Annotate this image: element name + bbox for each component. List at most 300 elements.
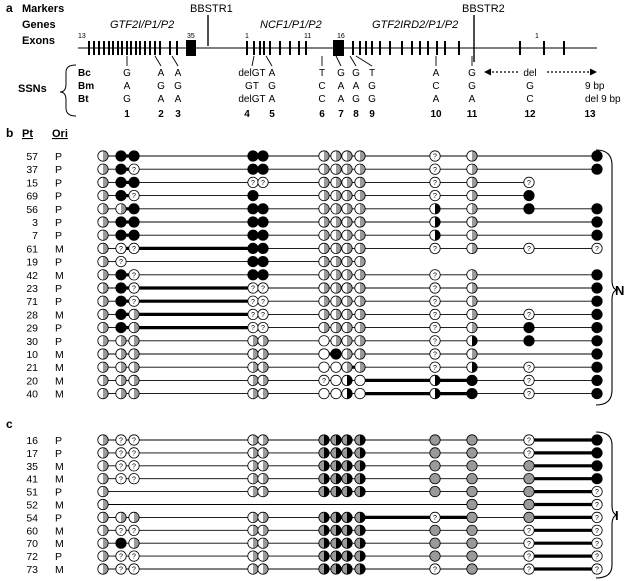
marker-white [331,388,341,398]
marker-half-grey [467,164,477,174]
marker-grey-black [355,474,365,484]
marker-half-grey [98,538,108,548]
marker-half-grey [355,283,365,293]
marker-grey [430,486,440,496]
ssn-allele: A [268,94,276,105]
panel-a [6,1,621,120]
ssn-label: SSNs [18,83,47,95]
marker-half-grey [98,190,108,200]
marker-unknown [248,283,258,293]
patient-id: 42 [26,269,38,282]
marker-half-grey [342,164,352,174]
svg-text:?: ? [433,338,437,346]
marker-unknown [524,551,534,561]
ssn-allele: C [318,81,326,92]
marker-half-grey [467,283,477,293]
svg-text:?: ? [527,527,531,535]
marker-unknown [258,322,268,332]
patient-row [32,230,602,242]
ssn-connector [172,56,178,66]
marker-half-grey [129,388,139,398]
marker-half-grey [98,243,108,253]
svg-text:?: ? [119,553,123,561]
exon-label-11: 11 [304,33,312,40]
svg-text:?: ? [261,285,265,293]
marker-grey-black [342,551,352,561]
ssn-column-5 [268,68,276,120]
ssn-allele: G [157,81,165,92]
marker-half-grey [129,309,139,319]
marker-grey [467,474,477,484]
marker-half-grey [258,474,268,484]
ssn-allele: GT [245,81,259,92]
ssn-allele: 9 bp [585,81,605,92]
patient-row [26,349,602,361]
patient-id: 41 [26,473,38,486]
marker-half-grey [248,336,258,346]
ssn-column-12 [523,68,536,120]
marker-half-grey [331,256,341,266]
marker-grey-black [342,435,352,445]
marker-black [116,309,126,319]
svg-text:?: ? [132,566,136,574]
marker-half-grey [355,309,365,319]
ssn-column-4 [238,68,265,120]
marker-half-grey [331,336,341,346]
panel-b-rows [26,151,602,401]
marker-grey [467,448,477,458]
marker-unknown [116,448,126,458]
patient-row [26,296,602,308]
svg-text:?: ? [595,553,599,561]
marker-half-grey [98,309,108,319]
patient-row [26,190,534,202]
marker-half-grey [98,461,108,471]
marker-grey-black [342,448,352,458]
marker-half-grey [319,164,329,174]
marker-unknown [116,551,126,561]
marker-bbstr2: BBSTR2 [462,3,505,15]
marker-grey-black [331,448,341,458]
marker-black [592,217,602,227]
ssn-number: 5 [269,109,275,120]
origin: P [55,512,63,525]
marker-black [258,230,268,240]
marker-half-grey [355,349,365,359]
marker-half-grey [355,230,365,240]
ssn-allele: A [432,68,440,79]
marker-black [129,151,139,161]
marker-half-grey [319,230,329,240]
ssn-allele: G [123,94,131,105]
marker-half-grey [258,512,268,522]
marker-half-grey [98,362,108,372]
svg-text:?: ? [433,566,437,574]
svg-text:?: ? [595,527,599,535]
marker-half-grey [248,349,258,359]
marker-black [116,217,126,227]
exon-label-16: 16 [337,33,345,40]
svg-text:?: ? [261,298,265,306]
marker-half-grey [98,283,108,293]
marker-unknown [430,243,440,253]
marker-half-grey [98,448,108,458]
marker-half-grey [116,362,126,372]
marker-black [116,190,126,200]
marker-half-grey [467,204,477,214]
marker-unknown [248,309,258,319]
marker-half-black [342,388,352,398]
marker-black [592,230,602,240]
ssn-column-8 [352,68,360,120]
marker-unknown [116,435,126,445]
marker-black [592,204,602,214]
marker-grey-black [342,474,352,484]
ssn-number: 12 [524,109,536,120]
ssn-allele: A [337,81,345,92]
marker-half-black [430,230,440,240]
patient-row [26,525,602,537]
ssn-allele: C [526,94,534,105]
marker-black [116,177,126,187]
patient-row [26,375,602,387]
svg-text:?: ? [132,166,136,174]
patient-row [26,499,602,511]
marker-half-grey [129,336,139,346]
svg-text:?: ? [132,437,136,445]
ssn-number: 10 [430,109,442,120]
patient-row [26,388,602,400]
marker-black [248,270,258,280]
patient-row [26,309,602,321]
marker-black [592,164,602,174]
marker-half-black [430,217,440,227]
patient-id: 60 [26,525,38,538]
marker-black [248,243,258,253]
marker-unknown [129,448,139,458]
marker-unknown [129,551,139,561]
origin: M [55,460,64,473]
marker-half-grey [342,204,352,214]
marker-half-grey [331,322,341,332]
gene-gtf2ird2: GTF2IRD2/P1/P2 [372,19,459,31]
marker-half-grey [342,217,352,227]
svg-text:?: ? [433,325,437,333]
marker-half-black [430,388,440,398]
svg-text:?: ? [433,351,437,359]
marker-half-grey [258,388,268,398]
marker-half-grey [355,336,365,346]
origin: M [55,362,64,375]
patient-id: 30 [26,335,38,348]
svg-text:?: ? [261,312,265,319]
marker-black [258,164,268,174]
svg-text:?: ? [527,553,531,561]
ssn-allele: T [368,68,376,79]
patient-row [26,243,602,255]
marker-half-grey [98,474,108,484]
marker-half-grey [98,256,108,266]
origin: P [55,256,63,269]
marker-half-grey [355,322,365,332]
marker-half-grey [319,217,329,227]
marker-half-grey [248,486,258,496]
marker-grey [430,538,440,548]
marker-half-grey [319,322,329,332]
marker-white [331,375,341,385]
marker-black [524,190,534,200]
patient-id: 23 [26,283,38,295]
patient-id: 73 [26,564,38,576]
svg-text:?: ? [119,437,123,445]
marker-half-grey [355,243,365,253]
marker-half-grey [331,190,341,200]
svg-text:?: ? [261,180,265,187]
marker-unknown [524,309,534,319]
origin: M [55,388,64,401]
marker-half-grey [355,164,365,174]
svg-text:?: ? [433,246,437,253]
marker-black [592,448,602,458]
origin: M [55,525,64,538]
patient-id: 72 [26,551,38,564]
marker-half-grey [258,461,268,471]
marker-grey-black [319,474,329,484]
svg-text:?: ? [322,378,326,385]
marker-black [258,217,268,227]
marker-unknown [430,190,440,200]
deletion-arrow [484,69,597,76]
marker-unknown [129,164,139,174]
ssn-connectors [127,56,472,66]
marker-unknown [524,243,534,253]
marker-black [331,349,341,359]
marker-half-grey [355,362,365,372]
marker-unknown [129,270,139,280]
marker-half-grey [248,375,258,385]
patient-id: 35 [26,460,38,473]
marker-half-grey [98,164,108,174]
patient-row [26,538,602,550]
marker-half-grey [319,256,329,266]
marker-half-grey [129,538,139,548]
marker-half-grey [248,564,258,574]
marker-black [116,230,126,240]
origin: M [55,349,64,361]
marker-black [248,164,258,174]
patient-row [26,151,602,163]
svg-text:?: ? [119,476,123,484]
marker-black [592,283,602,293]
marker-unknown [592,499,602,509]
marker-half-grey [331,270,341,280]
ssn-allele: del 9 bp [585,94,621,105]
marker-unknown [430,270,440,280]
marker-black [116,538,126,548]
ssn-connector [252,56,254,66]
svg-text:?: ? [251,312,255,319]
patient-id: 54 [26,512,38,525]
marker-unknown [430,177,440,187]
marker-half-grey [98,525,108,535]
origin: P [55,230,63,243]
svg-text:?: ? [595,566,599,574]
marker-grey [467,499,477,509]
patient-id: 71 [26,296,38,309]
patient-id: 37 [26,164,38,177]
marker-half-grey [129,362,139,372]
marker-half-black [430,375,440,385]
ssn-allele: A [174,68,182,79]
svg-text:?: ? [132,553,136,561]
origin: P [55,217,63,229]
svg-text:?: ? [527,246,531,253]
marker-grey-black [342,486,352,496]
marker-unknown [129,525,139,535]
marker-half-grey [319,151,329,161]
marker-half-grey [248,461,258,471]
marker-half-grey [319,270,329,280]
marker-unknown [129,283,139,293]
ssn-column-9 [368,68,376,120]
marker-unknown [129,564,139,574]
ssn-brace [60,65,76,116]
origin: P [55,164,63,177]
marker-half-grey [258,435,268,445]
ssn-allele: G [368,94,376,105]
svg-text:?: ? [527,180,531,187]
svg-text:?: ? [527,450,531,458]
marker-half-grey [467,296,477,306]
svg-text:?: ? [595,540,599,548]
marker-unknown [258,296,268,306]
patient-row [26,204,602,216]
patient-row [26,362,602,374]
marker-half-grey [98,296,108,306]
ssn-allele: A [157,94,165,105]
ssn-column-7 [337,68,345,120]
marker-half-grey [319,243,329,253]
panel-c-letter: c [6,417,13,431]
svg-text:?: ? [433,180,437,187]
patient-row [26,486,602,498]
patient-id: 28 [26,309,38,322]
marker-half-grey [342,270,352,280]
marker-black [592,270,602,280]
patient-id: 69 [26,190,38,203]
ssn-number: 4 [244,109,250,120]
marker-half-grey [467,177,477,187]
marker-unknown [129,243,139,253]
origin: P [55,551,63,564]
marker-unknown [116,243,126,253]
patient-row [26,283,602,295]
marker-grey-black [355,551,365,561]
marker-grey-black [342,512,352,522]
marker-half-black [467,336,477,346]
marker-grey [467,486,477,496]
marker-white [319,362,329,372]
origin: P [55,283,63,295]
ssn-allele: delGT [238,94,266,105]
marker-black [248,204,258,214]
marker-grey [524,474,534,484]
ssn-connector [336,56,341,66]
marker-half-grey [129,375,139,385]
patient-id: 57 [26,151,38,163]
marker-half-grey [98,512,108,522]
marker-half-grey [355,177,365,187]
marker-half-grey [98,499,108,509]
marker-unknown [592,564,602,574]
marker-half-grey [355,270,365,280]
ssn-allele: A [468,94,476,105]
marker-unknown [524,538,534,548]
ssn-number: 1 [124,109,130,120]
marker-half-grey [248,474,258,484]
marker-grey-black [355,512,365,522]
marker-half-grey [258,362,268,372]
marker-half-grey [331,230,341,240]
marker-unknown [319,375,329,385]
ssn-number: 9 [369,109,375,120]
marker-black [592,322,602,332]
marker-unknown [430,362,440,372]
marker-half-grey [319,190,329,200]
svg-text:?: ? [433,193,437,201]
marker-grey-black [319,486,329,496]
marker-unknown [116,525,126,535]
exon-label-1b: 1 [535,33,539,40]
marker-grey [430,474,440,484]
marker-half-grey [355,296,365,306]
svg-text:?: ? [595,515,599,522]
marker-grey-black [342,538,352,548]
marker-half-grey [331,296,341,306]
marker-black [116,283,126,293]
origin: M [55,564,64,576]
svg-text:?: ? [132,476,136,484]
patient-id: 61 [26,243,38,256]
marker-white [319,349,329,359]
origin: M [55,473,64,486]
marker-half-grey [116,349,126,359]
svg-text:?: ? [433,298,437,306]
marker-half-grey [467,322,477,332]
patient-row [26,461,602,473]
marker-half-black [467,362,477,372]
genes-label: Genes [22,19,56,31]
marker-unknown [248,296,258,306]
patient-id: 19 [26,256,38,269]
marker-grey-black [331,525,341,535]
marker-grey-black [355,538,365,548]
marker-grey-black [319,512,329,522]
marker-unknown [430,283,440,293]
marker-half-grey [331,309,341,319]
marker-unknown [430,322,440,332]
marker-half-grey [331,177,341,187]
marker-black [248,217,258,227]
marker-half-grey [98,217,108,227]
marker-unknown [524,388,534,398]
marker-grey-black [355,435,365,445]
ssn-allele: A [123,81,131,92]
marker-grey [430,435,440,445]
ssn-number: 3 [175,109,181,120]
marker-grey-black [331,564,341,574]
marker-half-grey [258,448,268,458]
